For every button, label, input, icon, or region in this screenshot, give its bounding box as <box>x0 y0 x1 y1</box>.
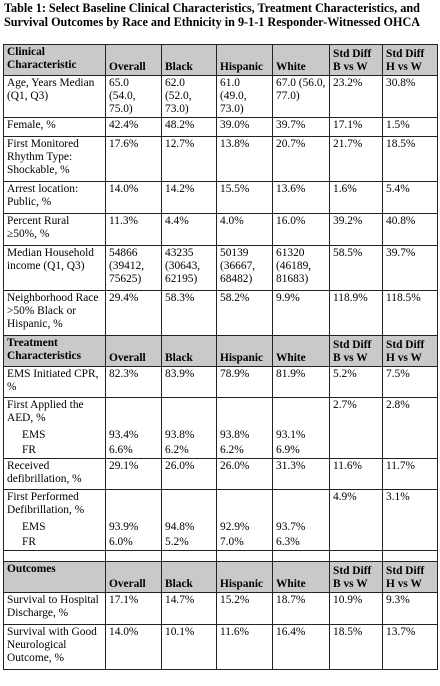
value-cell <box>273 398 330 429</box>
value-cell: 30.8% <box>383 76 438 118</box>
value-cell: 31.3% <box>273 459 330 490</box>
value-cell: 58.2% <box>217 291 273 336</box>
value-cell <box>330 520 383 535</box>
value-cell: Overall <box>106 45 162 76</box>
table-row <box>4 443 438 459</box>
value-cell: 4.0% <box>217 214 273 246</box>
row-label-cell: Age, Years Median (Q1, Q3) <box>4 76 106 118</box>
value-cell: 16.4% <box>273 625 330 670</box>
value-cell: 29.1% <box>106 459 162 490</box>
value-cell: Black <box>162 562 217 593</box>
value-cell: 10.9% <box>330 593 383 625</box>
value-cell: 43235 (30643, 62195) <box>162 246 217 291</box>
value-cell: 20.7% <box>273 137 330 182</box>
value-cell: 61320 (46189, 81683) <box>273 246 330 291</box>
value-cell: Std Diff B vs W <box>330 562 383 593</box>
value-cell <box>162 490 217 521</box>
spacer-cell <box>4 551 106 562</box>
value-cell: 17.1% <box>330 118 383 137</box>
value-cell: 14.0% <box>106 182 162 214</box>
value-cell: 29.4% <box>106 291 162 336</box>
value-cell: 1.5% <box>383 118 438 137</box>
value-cell: 39.2% <box>330 214 383 246</box>
value-cell: 17.6% <box>106 137 162 182</box>
value-cell: 12.7% <box>162 137 217 182</box>
table-row <box>4 398 438 429</box>
spacer-cell <box>273 551 330 562</box>
value-cell: Hispanic <box>217 562 273 593</box>
value-cell: 15.2% <box>217 593 273 625</box>
table-row <box>4 535 438 551</box>
table-row <box>4 137 438 182</box>
row-label-cell: EMS Initiated CPR, % <box>4 367 106 398</box>
value-cell: 11.3% <box>106 214 162 246</box>
value-cell: Std Diff B vs W <box>330 45 383 76</box>
value-cell: 39.0% <box>217 118 273 137</box>
value-cell: 16.0% <box>273 214 330 246</box>
value-cell: 40.8% <box>383 214 438 246</box>
value-cell: Overall <box>106 562 162 593</box>
value-cell: 4.4% <box>162 214 217 246</box>
row-label-cell: Survival to Hospital Discharge, % <box>4 593 106 625</box>
row-label-cell: First Monitored Rhythm Type: Shockable, % <box>4 137 106 182</box>
value-cell: 21.7% <box>330 137 383 182</box>
value-cell: 26.0% <box>217 459 273 490</box>
value-cell: 5.2% <box>162 535 217 551</box>
table-row <box>4 291 438 336</box>
value-cell: 58.5% <box>330 246 383 291</box>
section-header-row <box>4 336 438 367</box>
spacer-cell <box>383 551 438 562</box>
value-cell: 93.7% <box>273 520 330 535</box>
row-label-cell: Treatment Characteristics <box>4 336 106 367</box>
value-cell: 93.8% <box>217 428 273 443</box>
value-cell: 42.4% <box>106 118 162 137</box>
value-cell <box>383 520 438 535</box>
value-cell: 48.2% <box>162 118 217 137</box>
value-cell: 65.0 (54.0, 75.0) <box>106 76 162 118</box>
row-label-cell: Survival with Good Neurological Outcome, % <box>4 625 106 670</box>
value-cell: 15.5% <box>217 182 273 214</box>
table-row <box>4 246 438 291</box>
value-cell <box>106 398 162 429</box>
value-cell: 93.1% <box>273 428 330 443</box>
row-label-cell: EMS <box>4 520 106 535</box>
row-label-cell: First Applied the AED, % <box>4 398 106 429</box>
value-cell: 18.5% <box>330 625 383 670</box>
table-row <box>4 490 438 521</box>
value-cell: 14.0% <box>106 625 162 670</box>
value-cell <box>330 535 383 551</box>
row-label-cell: Female, % <box>4 118 106 137</box>
value-cell: 13.8% <box>217 137 273 182</box>
row-label-cell: FR <box>4 535 106 551</box>
value-cell: 6.0% <box>106 535 162 551</box>
value-cell <box>162 398 217 429</box>
value-cell: 13.7% <box>383 625 438 670</box>
value-cell: Black <box>162 45 217 76</box>
table-row <box>4 520 438 535</box>
value-cell: 23.2% <box>330 76 383 118</box>
row-label-cell: FR <box>4 443 106 459</box>
value-cell: 13.6% <box>273 182 330 214</box>
value-cell: 2.8% <box>383 398 438 429</box>
value-cell: 50139 (36667, 68482) <box>217 246 273 291</box>
row-label-cell: Median Household income (Q1, Q3) <box>4 246 106 291</box>
value-cell: 58.3% <box>162 291 217 336</box>
value-cell: 62.0 (52.0, 73.0) <box>162 76 217 118</box>
value-cell <box>383 428 438 443</box>
value-cell: 118.9% <box>330 291 383 336</box>
value-cell: 17.1% <box>106 593 162 625</box>
section-header-row <box>4 562 438 593</box>
value-cell: 9.9% <box>273 291 330 336</box>
value-cell: 39.7% <box>383 246 438 291</box>
value-cell: 2.7% <box>330 398 383 429</box>
value-cell: 61.0 (49.0, 73.0) <box>217 76 273 118</box>
value-cell: 6.3% <box>273 535 330 551</box>
value-cell: 14.7% <box>162 593 217 625</box>
value-cell: Black <box>162 336 217 367</box>
table-row <box>4 428 438 443</box>
value-cell: 93.9% <box>106 520 162 535</box>
row-label-cell: First Performed Defibrillation, % <box>4 490 106 521</box>
value-cell: 6.9% <box>273 443 330 459</box>
spacer-row <box>4 551 438 562</box>
table-row <box>4 625 438 670</box>
value-cell: 92.9% <box>217 520 273 535</box>
value-cell: Std Diff H vs W <box>383 336 438 367</box>
value-cell: Std Diff B vs W <box>330 336 383 367</box>
value-cell: 5.2% <box>330 367 383 398</box>
value-cell: White <box>273 336 330 367</box>
value-cell: 118.5% <box>383 291 438 336</box>
value-cell: 94.8% <box>162 520 217 535</box>
row-label-cell: Outcomes <box>4 562 106 593</box>
value-cell: 26.0% <box>162 459 217 490</box>
section-header-row <box>4 45 438 76</box>
data-table <box>3 44 438 670</box>
value-cell: 67.0 (56.0, 77.0) <box>273 76 330 118</box>
value-cell: 54866 (39412, 75625) <box>106 246 162 291</box>
value-cell: 6.2% <box>217 443 273 459</box>
value-cell: 6.2% <box>162 443 217 459</box>
spacer-cell <box>106 551 162 562</box>
value-cell <box>106 490 162 521</box>
value-cell <box>217 490 273 521</box>
value-cell: 11.6% <box>330 459 383 490</box>
value-cell: 81.9% <box>273 367 330 398</box>
spacer-cell <box>217 551 273 562</box>
spacer-cell <box>162 551 217 562</box>
value-cell: 3.1% <box>383 490 438 521</box>
value-cell: Hispanic <box>217 336 273 367</box>
value-cell <box>383 535 438 551</box>
value-cell <box>217 398 273 429</box>
value-cell: 14.2% <box>162 182 217 214</box>
row-label-cell: Arrest location: Public, % <box>4 182 106 214</box>
value-cell: 39.7% <box>273 118 330 137</box>
value-cell: 6.6% <box>106 443 162 459</box>
value-cell: 4.9% <box>330 490 383 521</box>
value-cell: 18.5% <box>383 137 438 182</box>
value-cell: 83.9% <box>162 367 217 398</box>
value-cell: Overall <box>106 336 162 367</box>
value-cell: White <box>273 562 330 593</box>
value-cell: 11.7% <box>383 459 438 490</box>
table-row <box>4 118 438 137</box>
value-cell <box>330 443 383 459</box>
value-cell: 93.8% <box>162 428 217 443</box>
value-cell: Std Diff H vs W <box>383 562 438 593</box>
table-row <box>4 76 438 118</box>
table-row <box>4 182 438 214</box>
row-label-cell: Neighborhood Race >50% Black or Hispanic, % <box>4 291 106 336</box>
value-cell <box>330 428 383 443</box>
value-cell: 10.1% <box>162 625 217 670</box>
value-cell: 18.7% <box>273 593 330 625</box>
value-cell: 9.3% <box>383 593 438 625</box>
value-cell: 7.0% <box>217 535 273 551</box>
value-cell: Hispanic <box>217 45 273 76</box>
value-cell: 1.6% <box>330 182 383 214</box>
table-row <box>4 459 438 490</box>
value-cell <box>273 490 330 521</box>
value-cell: 5.4% <box>383 182 438 214</box>
row-label-cell: Received defibrillation, % <box>4 459 106 490</box>
row-label-cell: EMS <box>4 428 106 443</box>
value-cell: Std Diff H vs W <box>383 45 438 76</box>
table-row <box>4 214 438 246</box>
table-caption: Table 1: Select Baseline Clinical Characteristics, Treatment Characteristics, and Survival Outcomes by Race and Ethnicity in 9-1-1 Responder-Witnessed OHCA <box>4 1 421 29</box>
row-label-cell: Clinical Characteristic <box>4 45 106 76</box>
table-row <box>4 367 438 398</box>
value-cell: White <box>273 45 330 76</box>
value-cell: 11.6% <box>217 625 273 670</box>
value-cell: 82.3% <box>106 367 162 398</box>
value-cell <box>383 443 438 459</box>
spacer-cell <box>330 551 383 562</box>
value-cell: 7.5% <box>383 367 438 398</box>
value-cell: 93.4% <box>106 428 162 443</box>
table-row <box>4 593 438 625</box>
value-cell: 78.9% <box>217 367 273 398</box>
row-label-cell: Percent Rural ≥50%, % <box>4 214 106 246</box>
